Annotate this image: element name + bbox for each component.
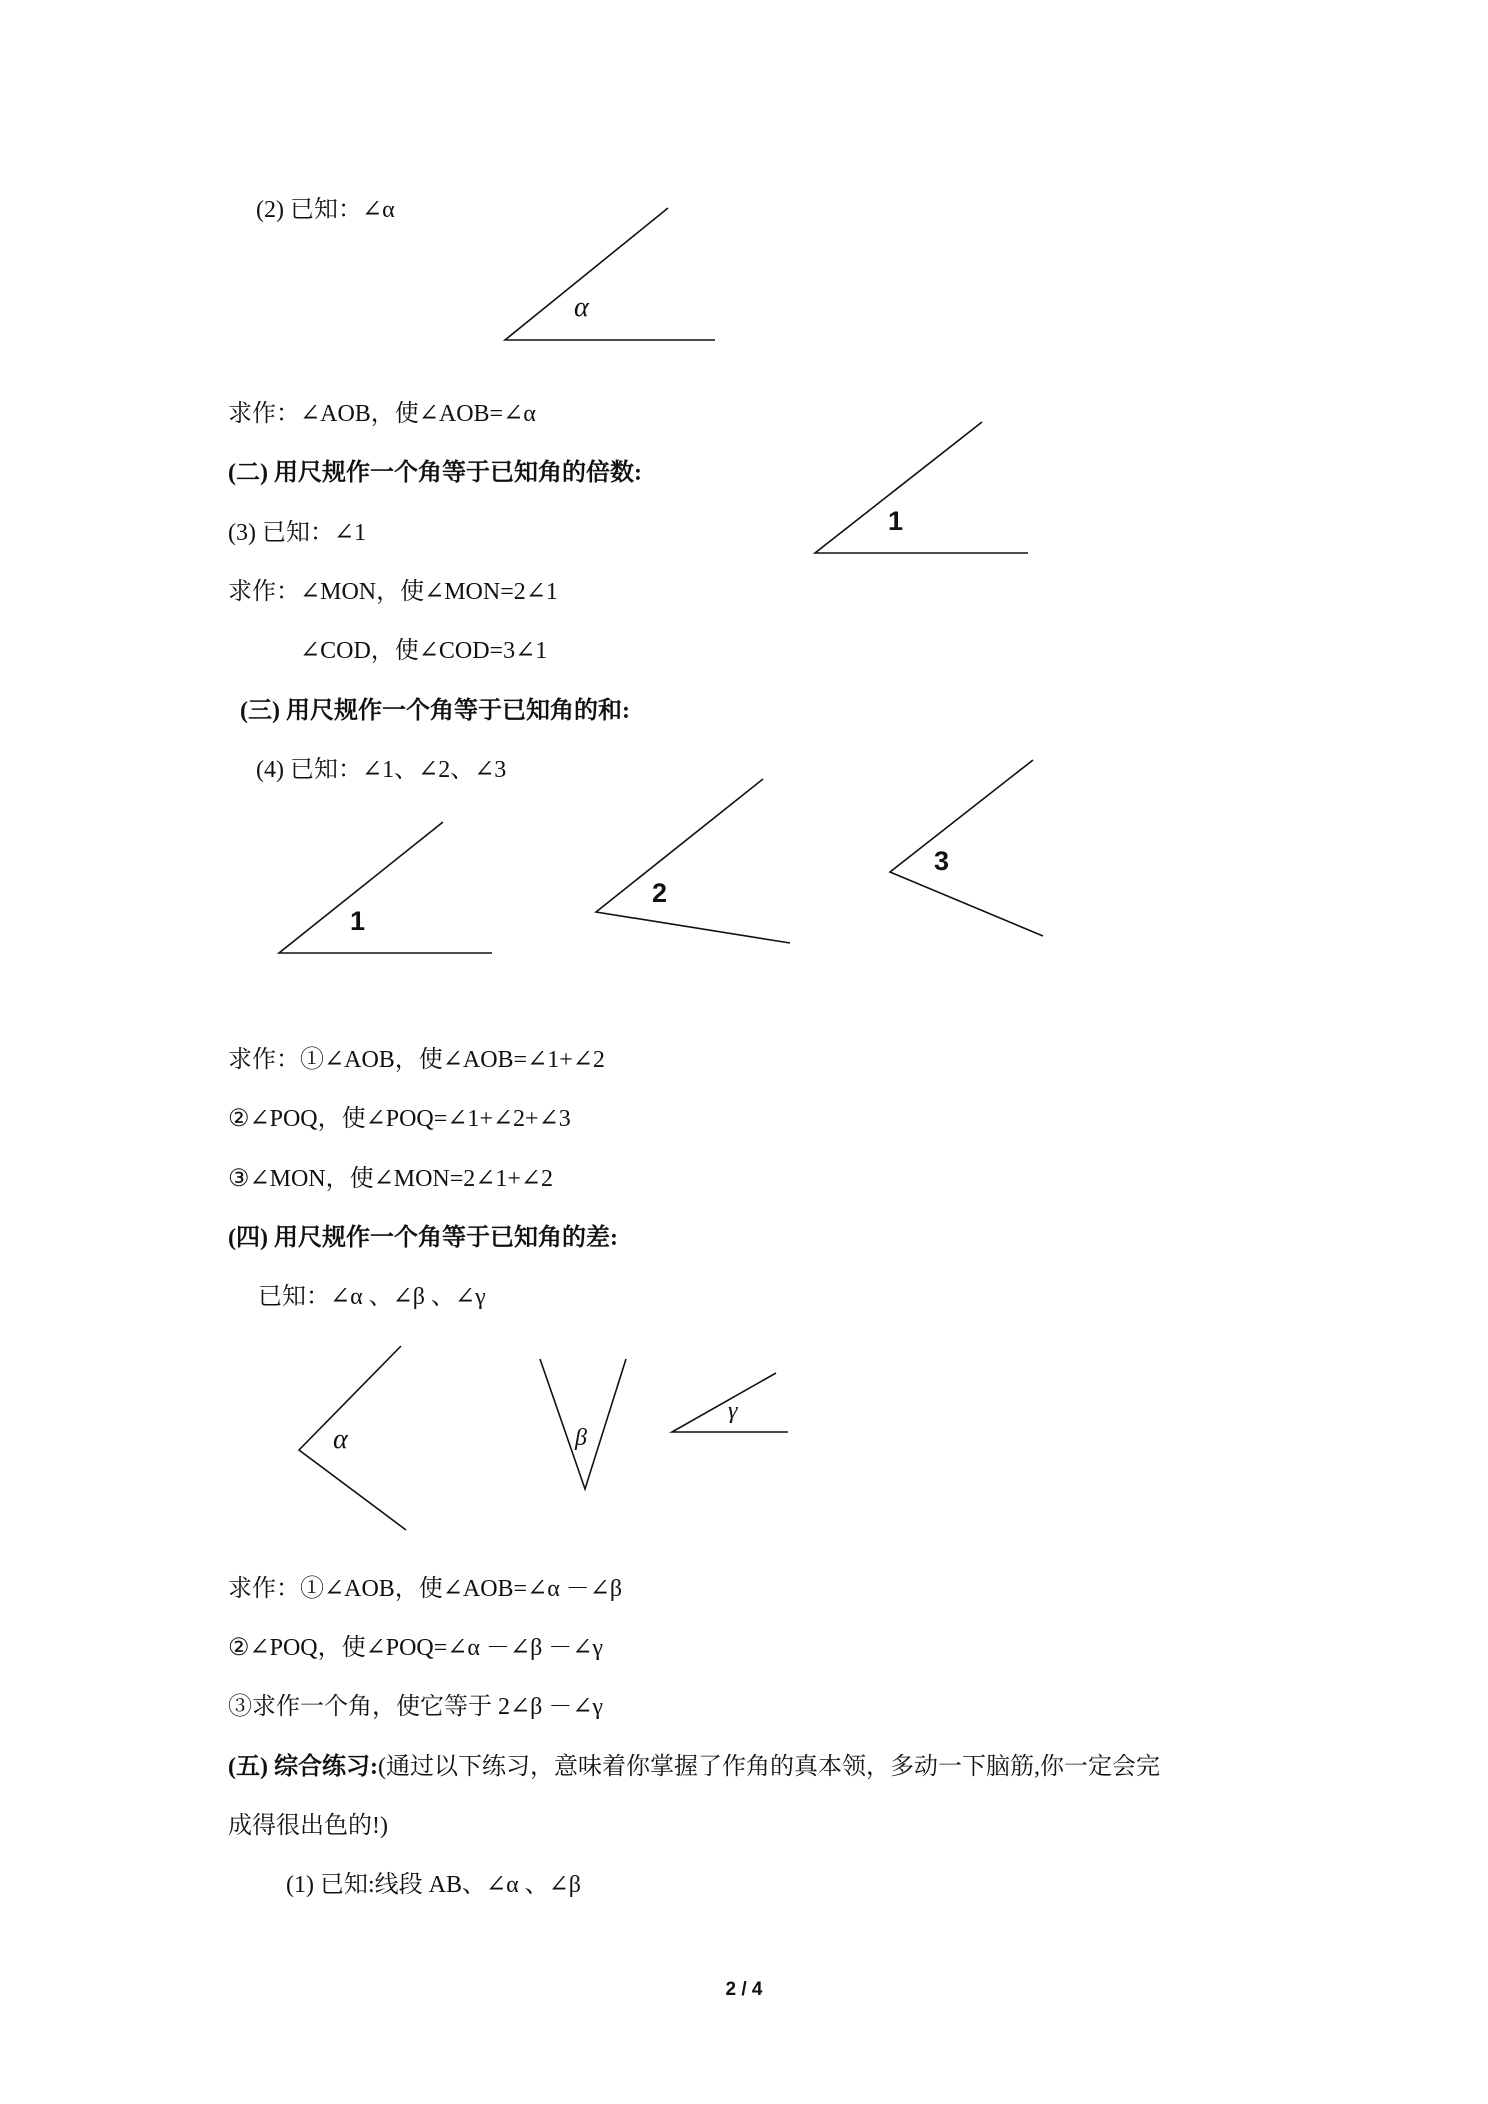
construct-diff-aob-line: 求作：①∠AOB，使∠AOB=∠α －∠β — [228, 1576, 623, 1602]
page-number: 2 / 4 — [725, 1979, 763, 2000]
alpha-label: α — [574, 292, 589, 323]
angle-1-label: 1 — [888, 506, 904, 536]
angle-3-label: 3 — [934, 846, 950, 876]
given-angle-alpha-line: (2) 已知：∠α — [256, 197, 395, 223]
angle-alpha-figure — [505, 208, 715, 340]
angle-2-label: 2 — [652, 878, 668, 908]
construct-mon-line: 求作：∠MON，使∠MON=2∠1 — [228, 579, 558, 605]
construct-aob-line: 求作：∠AOB，使∠AOB=∠α — [228, 401, 536, 427]
section-heading-practice: (五) 综合练习: — [228, 1754, 378, 1780]
gamma-label: γ — [728, 1398, 738, 1424]
practice-given-line: (1) 已知:线段 AB、∠α 、∠β — [286, 1872, 581, 1898]
section-heading-multiple: (二) 用尺规作一个角等于已知角的倍数: — [228, 460, 642, 486]
angle-2-figure — [596, 779, 790, 943]
section-heading-sum: (三) 用尺规作一个角等于已知角的和: — [240, 698, 630, 724]
alpha-small-label: α — [333, 1424, 348, 1455]
given-angle-1-line: (3) 已知：∠1 — [228, 520, 367, 546]
beta-label: β — [575, 1425, 587, 1451]
angle-1-figure — [815, 422, 1028, 553]
practice-intro-text: (通过以下练习，意味着你掌握了作角的真本领，多动一下脑筋,你一定会完 — [377, 1754, 1160, 1780]
construct-diff-poq-line: ②∠POQ，使∠POQ=∠α －∠β －∠γ — [228, 1635, 604, 1661]
construct-sum-mon-line: ③∠MON，使∠MON=2∠1+∠2 — [228, 1166, 554, 1192]
construct-angle-line: ③求作一个角，使它等于 2∠β －∠γ — [228, 1694, 604, 1720]
construct-cod-line: ∠COD，使∠COD=3∠1 — [300, 638, 548, 664]
angle-1-small-label: 1 — [350, 906, 366, 936]
given-angles-greek-line: 已知：∠α 、∠β 、∠γ — [258, 1284, 486, 1310]
angle-alpha-small-figure — [299, 1346, 406, 1530]
angle-3-figure — [890, 760, 1043, 936]
given-angles-123-line: (4) 已知：∠1、∠2、∠3 — [256, 757, 507, 783]
angle-1-small-figure — [279, 822, 492, 953]
construct-sum-aob-line: 求作：①∠AOB，使∠AOB=∠1+∠2 — [228, 1047, 605, 1073]
practice-intro-continued: 成得很出色的!) — [228, 1813, 388, 1839]
construct-sum-poq-line: ②∠POQ，使∠POQ=∠1+∠2+∠3 — [228, 1106, 571, 1132]
section-heading-difference: (四) 用尺规作一个角等于已知角的差: — [228, 1225, 618, 1251]
